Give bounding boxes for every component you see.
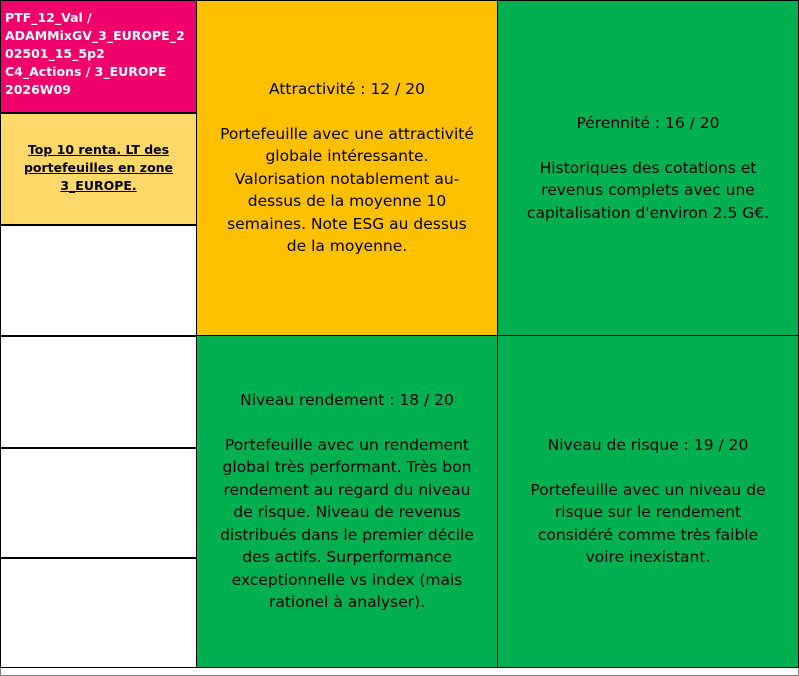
risque-title: Niveau de risque : 19 / 20 bbox=[547, 436, 749, 455]
ranking-text: Top 10 renta. LT des portefeuilles en zone 3_EUROPE. bbox=[23, 142, 174, 193]
empty-cell bbox=[0, 558, 197, 668]
empty-cell bbox=[0, 225, 197, 336]
attractivite-title: Attractivité : 12 / 20 bbox=[269, 80, 425, 99]
perennite-body: Historiques des cotations et revenus complets avec une capitalisation d'environ 2.5 G€. bbox=[526, 158, 770, 222]
attractivite-card bbox=[196, 0, 498, 336]
portfolio-label-cell bbox=[0, 0, 197, 113]
perennite-title: Pérennité : 16 / 20 bbox=[576, 114, 720, 132]
portfolio-label: PTF_12_Val / ADAMMixGV_3_EUROPE_2 02501_15_5p2 C4_Actions / 3_EUROPE 2026W09 bbox=[5, 10, 185, 97]
rendement-title: Niveau rendement : 18 / 20 bbox=[240, 391, 454, 410]
risque-card bbox=[497, 335, 799, 668]
rendement-body: Portefeuille avec un rendement global très performant. Très bon rendement au regard du niveau de risque. Niveau de revenus distribués dans le premier décile des actifs. Surperformance exceptionnelle vs index (mais rationel à analyser). bbox=[220, 435, 474, 612]
empty-cell bbox=[0, 448, 197, 558]
empty-cell bbox=[0, 336, 197, 448]
risque-body: Portefeuille avec un niveau de risque sur le rendement considéré comme très faible voire inexistant. bbox=[530, 480, 766, 567]
attractivite-body: Portefeuille avec une attractivité globale intéressante. Valorisation notablement au- dessus de la moyenne 10 semaines. Note ESG au dessus de la moyenne. bbox=[220, 124, 474, 256]
perennite-card bbox=[497, 0, 799, 336]
rendement-card bbox=[196, 335, 498, 668]
ranking-cell bbox=[0, 113, 197, 225]
